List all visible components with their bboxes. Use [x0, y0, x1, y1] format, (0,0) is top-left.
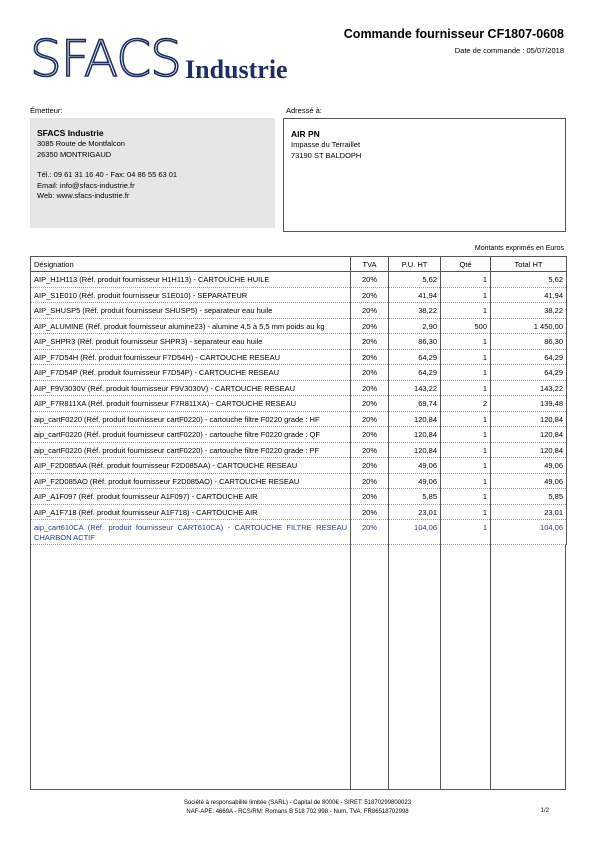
table-row — [31, 411, 567, 427]
table-row — [31, 458, 567, 474]
row-tva: 20% — [351, 334, 389, 350]
table-row — [31, 504, 567, 520]
row-quantity: 1 — [441, 473, 491, 489]
header-designation: Désignation — [31, 257, 351, 272]
row-total: 41,94 — [491, 287, 567, 303]
row-designation: AIP_ALUMINE (Réf. produit fournisseur alumine23) - alumine 4,5 à 5,5 mm poids au kg — [31, 318, 351, 334]
company-logo — [30, 30, 315, 88]
row-total: 38,22 — [491, 303, 567, 319]
row-tva: 20% — [351, 473, 389, 489]
row-designation: AIP_SHPR3 (Réf. produit fournisseur SHPR3) - separateur eau huile — [31, 334, 351, 350]
row-tva: 20% — [351, 396, 389, 412]
row-tva: 20% — [351, 442, 389, 458]
row-total: 139,48 — [491, 396, 567, 412]
table-empty-area — [30, 545, 566, 790]
row-unit-price: 5,85 — [389, 489, 441, 505]
row-quantity: 1 — [441, 349, 491, 365]
table-row — [31, 303, 567, 319]
table-row — [31, 473, 567, 489]
row-total: 104,06 — [491, 520, 567, 545]
row-quantity: 1 — [441, 489, 491, 505]
row-quantity: 1 — [441, 520, 491, 545]
row-designation: aip_cartF0220 (Réf. produit fournisseur cartF0220) - cartouche filtre F0220 grade : QF — [31, 427, 351, 443]
row-tva: 20% — [351, 287, 389, 303]
row-quantity: 1 — [441, 272, 491, 288]
row-unit-price: 86,30 — [389, 334, 441, 350]
row-designation: AIP_A1F718 (Réf. produit fournisseur A1F718) - CARTOUCHE AIR — [31, 504, 351, 520]
row-quantity: 500 — [441, 318, 491, 334]
document-title: Commande fournisseur CF1807-0608 — [343, 27, 564, 41]
header-total: Total HT — [491, 257, 567, 272]
row-designation: aip_cartF0220 (Réf. produit fournisseur cartF0220) - cartouche filtre F0220 grade : PF — [31, 442, 351, 458]
footer-legal-line2: NAF-APE: 4669A - RCS/RM: Romans B 518 702 998 - Num. TVA: FR86518702998 — [186, 809, 409, 815]
header-tva: TVA — [351, 257, 389, 272]
row-total: 143,22 — [491, 380, 567, 396]
row-designation: AIP_F7D54H (Réf. produit fournisseur F7D54H) - CARTOUCHE RESEAU — [31, 349, 351, 365]
row-total: 5,85 — [491, 489, 567, 505]
row-quantity: 1 — [441, 380, 491, 396]
row-unit-price: 64,29 — [389, 349, 441, 365]
emetteur-name: SFACS Industrie — [37, 128, 104, 138]
row-unit-price: 69,74 — [389, 396, 441, 412]
row-tva: 20% — [351, 520, 389, 545]
row-designation: AIP_F9V3030V (Réf. produit fournisseur F9V3030V) - CARTOUCHE RESEAU — [31, 380, 351, 396]
emetteur-web: Web: www.sfacs-industrie.fr — [37, 191, 130, 200]
row-unit-price: 120,84 — [389, 427, 441, 443]
row-quantity: 1 — [441, 411, 491, 427]
row-designation: AIP_F7D54P (Réf. produit fournisseur F7D54P) - CARTOUCHE RESEAU — [31, 365, 351, 381]
footer-legal-line1: Société à responsabilité limitée (SARL) - Capital de 8000€ - SIRET: 51870299800023 — [183, 800, 412, 806]
row-quantity: 1 — [441, 442, 491, 458]
table-row — [31, 396, 567, 412]
row-designation: AIP_A1F097 (Réf. produit fournisseur A1F097) - CARTOUCHE AIR — [31, 489, 351, 505]
row-total: 49,06 — [491, 473, 567, 489]
adresse-address2: 73190 ST BALDOPH — [291, 150, 362, 160]
table-row — [31, 365, 567, 381]
row-quantity: 1 — [441, 427, 491, 443]
row-quantity: 1 — [441, 287, 491, 303]
row-designation: AIP_H1H113 (Réf. produit fournisseur H1H113) - CARTOUCHE HUILE — [31, 272, 351, 288]
table-row — [31, 489, 567, 505]
header-pu: P.U. HT — [389, 257, 441, 272]
row-quantity: 2 — [441, 396, 491, 412]
row-total: 49,06 — [491, 458, 567, 474]
order-lines-table — [30, 256, 567, 545]
row-total: 1 450,00 — [491, 318, 567, 334]
row-tva: 20% — [351, 303, 389, 319]
row-unit-price: 23,01 — [389, 504, 441, 520]
row-total: 23,01 — [491, 504, 567, 520]
row-tva: 20% — [351, 427, 389, 443]
row-tva: 20% — [351, 458, 389, 474]
row-unit-price: 2,90 — [389, 318, 441, 334]
emetteur-label: Émetteur: — [30, 106, 63, 115]
row-tva: 20% — [351, 489, 389, 505]
row-tva: 20% — [351, 380, 389, 396]
row-quantity: 1 — [441, 365, 491, 381]
adresse-address1: Impasse du Terraillet — [291, 140, 361, 149]
row-total: 120,84 — [491, 427, 567, 443]
table-row — [31, 442, 567, 458]
table-row — [31, 287, 567, 303]
logo-sub-text: Industrie — [185, 55, 288, 84]
table-row — [31, 349, 567, 365]
adresse-box — [283, 118, 566, 232]
footer — [0, 799, 595, 817]
row-tva: 20% — [351, 318, 389, 334]
row-quantity: 1 — [441, 303, 491, 319]
row-tva: 20% — [351, 349, 389, 365]
row-designation: aip_cart610CA (Réf. produit fournisseur CART610CA) - CARTOUCHE FILTRE RESEAU CHARBON ACTIF — [31, 520, 351, 545]
adresse-name: AIR PN — [291, 129, 320, 139]
row-tva: 20% — [351, 272, 389, 288]
row-unit-price: 104,06 — [389, 520, 441, 545]
adresse-label: Adressé à: — [286, 106, 322, 115]
row-designation: AIP_F2D085AO (Réf. produit fournisseur F2D085AO) - CARTOUCHE RESEAU — [31, 473, 351, 489]
row-total: 5,62 — [491, 272, 567, 288]
row-quantity: 1 — [441, 504, 491, 520]
row-designation: AIP_F7R811XA (Réf. produit fournisseur F7R811XA) - CARTOUCHE RESEAU — [31, 396, 351, 412]
row-quantity: 1 — [441, 458, 491, 474]
header-qte: Qté — [441, 257, 491, 272]
row-designation: aip_cartF0220 (Réf. produit fournisseur cartF0220) - cartouche filtre F0220 grade : HF — [31, 411, 351, 427]
row-unit-price: 41,94 — [389, 287, 441, 303]
row-designation: AIP_SHUSP5 (Réf. produit fournisseur SHUSP5) - separateur eau huile — [31, 303, 351, 319]
table-row — [31, 318, 567, 334]
row-designation: AIP_F2D085AA (Réf. produit fournisseur F2D085AA) - CARTOUCHE RESEAU — [31, 458, 351, 474]
table-row — [31, 427, 567, 443]
row-tva: 20% — [351, 365, 389, 381]
row-unit-price: 49,06 — [389, 458, 441, 474]
row-unit-price: 5,62 — [389, 272, 441, 288]
row-total: 64,29 — [491, 349, 567, 365]
emetteur-box — [30, 118, 275, 228]
table-row — [31, 380, 567, 396]
table-row — [31, 520, 567, 545]
row-total: 86,30 — [491, 334, 567, 350]
emetteur-address2: 26350 MONTRIGAUD — [37, 149, 112, 159]
row-total: 120,84 — [491, 442, 567, 458]
row-unit-price: 64,29 — [389, 365, 441, 381]
emetteur-phone: Tél.: 09 61 31 16 40 - Fax: 04 86 55 63 01 — [37, 170, 178, 179]
row-tva: 20% — [351, 504, 389, 520]
currency-note: Montants exprimés en Euros — [474, 245, 564, 252]
order-date: Date de commande : 05/07/2018 — [454, 46, 564, 55]
table-header-row — [31, 257, 567, 272]
row-unit-price: 120,84 — [389, 411, 441, 427]
logo-brand-text: SFACS — [30, 30, 181, 88]
row-designation: AIP_S1E010 (Réf. produit fournisseur S1E010) - SEPARATEUR — [31, 287, 351, 303]
row-unit-price: 38,22 — [389, 303, 441, 319]
table-row — [31, 272, 567, 288]
emetteur-address1: 3085 Route de Montfalcon — [37, 139, 125, 148]
emetteur-email: Email: info@sfacs-industrie.fr — [37, 180, 135, 190]
row-total: 64,29 — [491, 365, 567, 381]
table-row — [31, 334, 567, 350]
page-number: 1/2 — [540, 808, 549, 814]
row-unit-price: 143,22 — [389, 380, 441, 396]
row-unit-price: 120,84 — [389, 442, 441, 458]
row-tva: 20% — [351, 411, 389, 427]
row-total: 120,84 — [491, 411, 567, 427]
row-unit-price: 49,06 — [389, 473, 441, 489]
row-quantity: 1 — [441, 334, 491, 350]
